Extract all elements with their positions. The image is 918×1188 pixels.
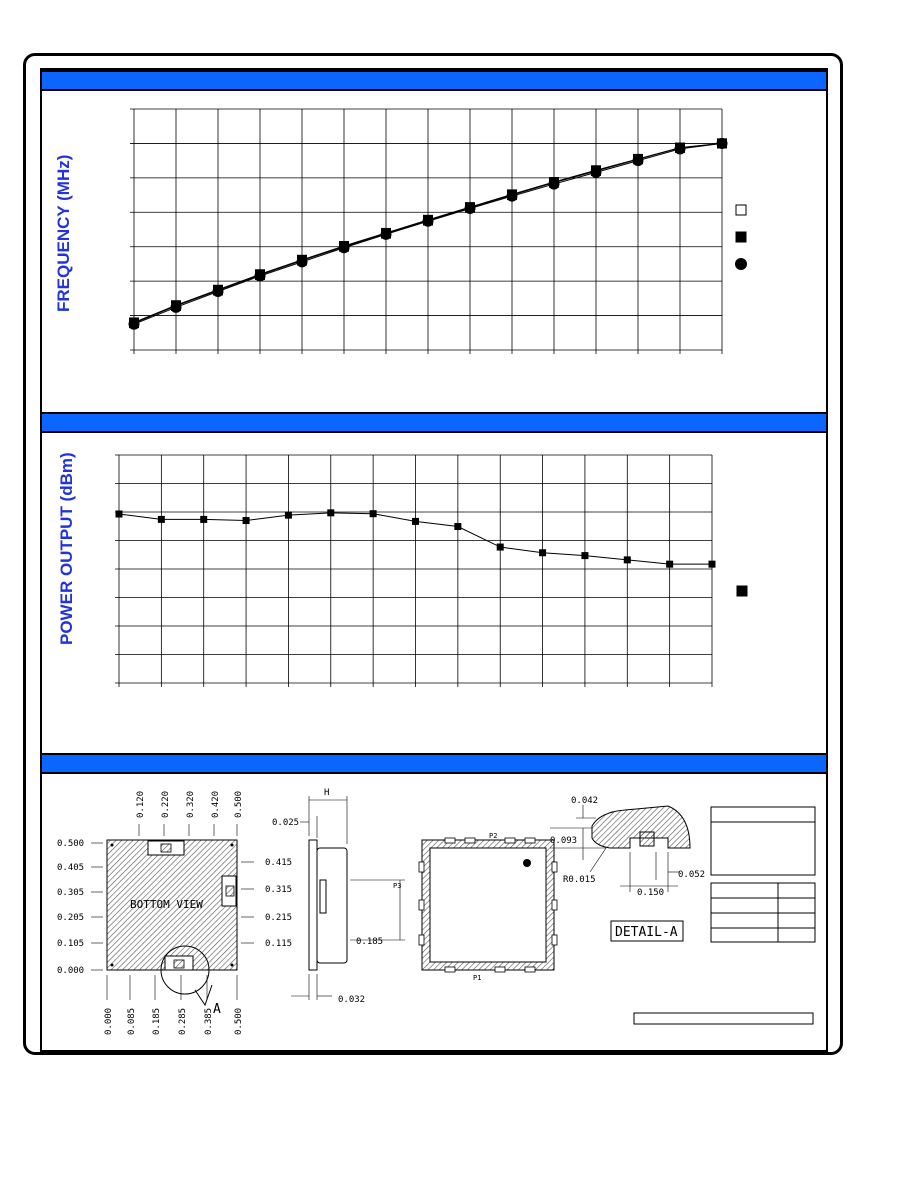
svg-text:R0.015: R0.015 (563, 875, 596, 885)
pin-p3-label: P3 (393, 882, 402, 890)
svg-text:0.405: 0.405 (57, 863, 85, 873)
svg-text:0.093: 0.093 (550, 836, 578, 846)
svg-text:0.085: 0.085 (127, 1007, 137, 1035)
pin-p1-label: P1 (473, 974, 482, 982)
svg-text:0.220: 0.220 (161, 790, 171, 818)
detail-a-label: DETAIL-A (615, 925, 678, 940)
side-view (291, 796, 405, 1000)
svg-text:0.500: 0.500 (234, 790, 244, 818)
svg-text:0.185: 0.185 (152, 1007, 162, 1035)
svg-text:0.385: 0.385 (204, 1007, 214, 1035)
svg-text:0.500: 0.500 (57, 839, 85, 849)
svg-text:0.042: 0.042 (571, 796, 599, 806)
svg-text:0.000: 0.000 (104, 1007, 114, 1035)
detail-callout-label: A (213, 1002, 221, 1017)
svg-text:0.000: 0.000 (57, 966, 85, 976)
power-axis-label: POWER OUTPUT (dBm) (57, 452, 76, 645)
svg-text:0.150: 0.150 (637, 888, 665, 898)
freq-axis-label: FREQUENCY (MHz) (54, 154, 73, 312)
svg-text:0.420: 0.420 (211, 790, 221, 818)
bottom-view-label: BOTTOM VIEW (130, 898, 203, 911)
pin-p2-label: P2 (489, 832, 498, 840)
svg-text:0.052: 0.052 (678, 870, 706, 880)
svg-text:0.120: 0.120 (136, 790, 146, 818)
svg-text:0.025: 0.025 (272, 818, 300, 828)
top-view (393, 832, 557, 982)
svg-text:0.415: 0.415 (265, 858, 293, 868)
svg-text:0.285: 0.285 (178, 1007, 188, 1035)
bottom-view (57, 791, 292, 1035)
svg-text:0.320: 0.320 (186, 790, 196, 818)
svg-text:0.305: 0.305 (57, 888, 85, 898)
svg-text:0.215: 0.215 (265, 913, 293, 923)
svg-text:0.185: 0.185 (356, 937, 384, 947)
svg-text:0.500: 0.500 (234, 1007, 244, 1035)
svg-text:0.032: 0.032 (338, 995, 366, 1005)
height-dim: H (324, 788, 330, 798)
detail-a-view (550, 796, 705, 941)
svg-text:0.115: 0.115 (265, 939, 293, 949)
svg-text:0.205: 0.205 (57, 913, 85, 923)
title-block (634, 807, 815, 1024)
svg-text:0.315: 0.315 (265, 885, 293, 895)
svg-text:0.105: 0.105 (57, 939, 85, 949)
